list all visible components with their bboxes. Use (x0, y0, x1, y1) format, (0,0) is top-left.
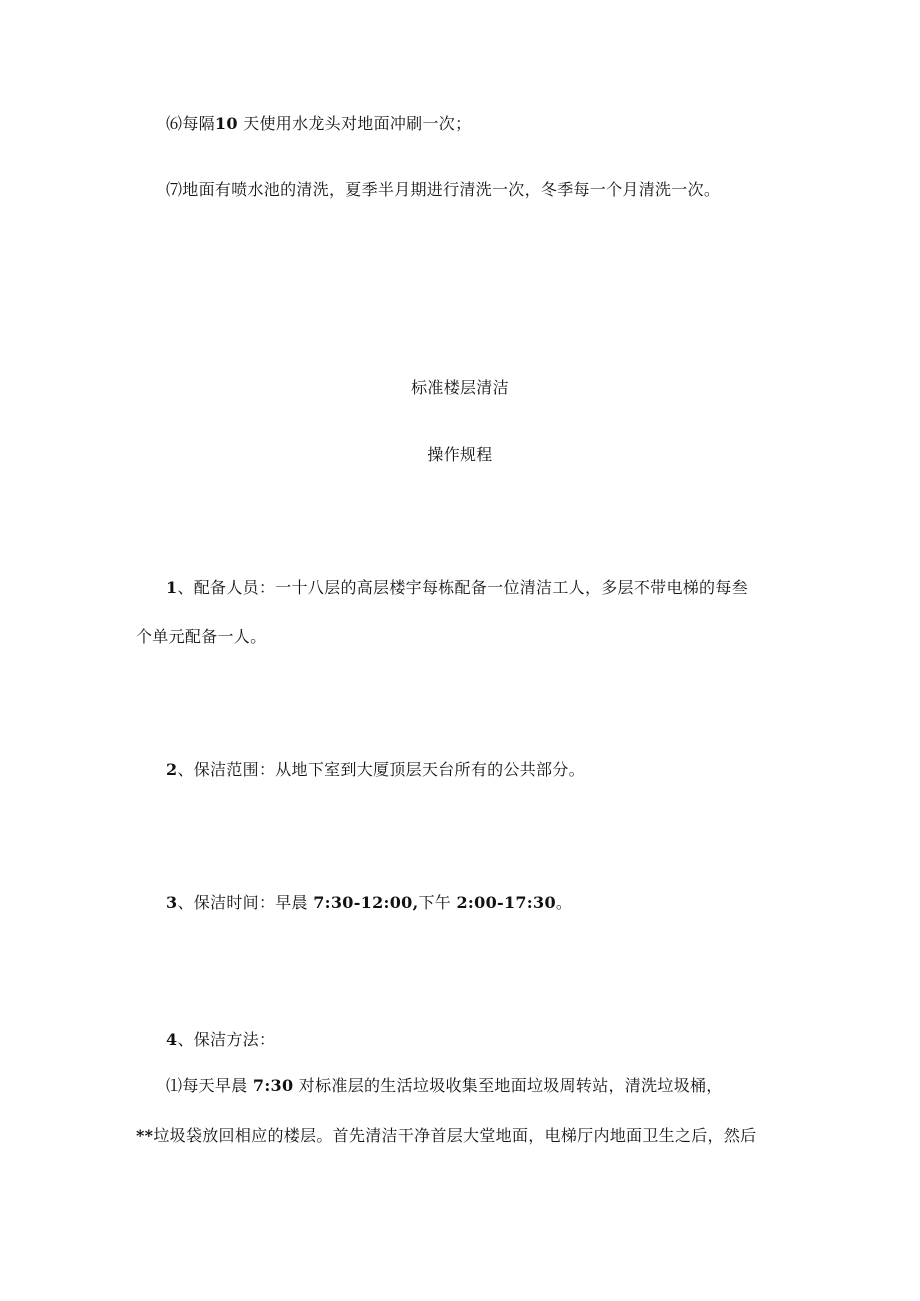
section-1-line1 (166, 577, 748, 599)
section-2-text: 、保洁范围：从地下室到大厦顶层天台所有的公共部分。 (177, 760, 585, 779)
section-3-number: 3 (166, 893, 178, 912)
section-4-item-1-continuation (136, 1125, 756, 1147)
section-2-number: 2 (166, 760, 178, 779)
section-4-heading (166, 1029, 275, 1051)
item-1-text-a: 每天早晨 (182, 1076, 253, 1095)
item-1-continuation-text: 垃圾袋放回相应的楼层。首先清洁干净首层大堂地面，电梯厅内地面卫生之后，然后 (153, 1126, 757, 1145)
section-1-number: 1 (166, 578, 178, 597)
section-4-item-1 (166, 1075, 723, 1097)
list-item-7: ⑺地面有喷水池的清洗，夏季半月期进行清洗一次，冬季每一个月清洗一次。 (166, 180, 721, 199)
section-1-text: 、配备人员：一十八层的高层楼宇每栋配备一位清洁工人，多层不带电梯的每叁 (177, 578, 748, 597)
section-3-text-a: 、保洁时间：早晨 (177, 893, 314, 912)
section-3 (166, 892, 572, 914)
section-3-time-morning: 7:30-12:00, (313, 893, 419, 912)
section-3-text-c: 。 (555, 893, 573, 912)
item-1-continuation-prefix: ** (136, 1126, 154, 1145)
item-6-marker: ⑹ (166, 114, 183, 133)
item-6-text-a: 每隔 (182, 114, 215, 133)
list-item-6 (166, 113, 471, 135)
section-4-number: 4 (166, 1030, 178, 1049)
item-6-number: 10 (214, 114, 238, 133)
item-6-text-b: 天使用水龙头对地面冲刷一次； (237, 114, 472, 133)
section-3-time-afternoon: 2:00-17:30 (456, 893, 556, 912)
document-title-line1: 标准楼层清洁 (411, 378, 509, 397)
item-1-text-b: 对标准层的生活垃圾收集至地面垃圾周转站，清洗垃圾桶， (293, 1076, 723, 1095)
section-4-heading-text: 、保洁方法： (177, 1030, 276, 1049)
section-3-text-b: 下午 (418, 893, 457, 912)
section-1-line2: 个单元配备一人。 (136, 627, 267, 646)
item-1-marker: ⑴ (166, 1076, 183, 1095)
item-1-time: 7:30 (252, 1076, 294, 1095)
document-title-line2: 操作规程 (427, 445, 493, 464)
section-2 (166, 759, 585, 781)
